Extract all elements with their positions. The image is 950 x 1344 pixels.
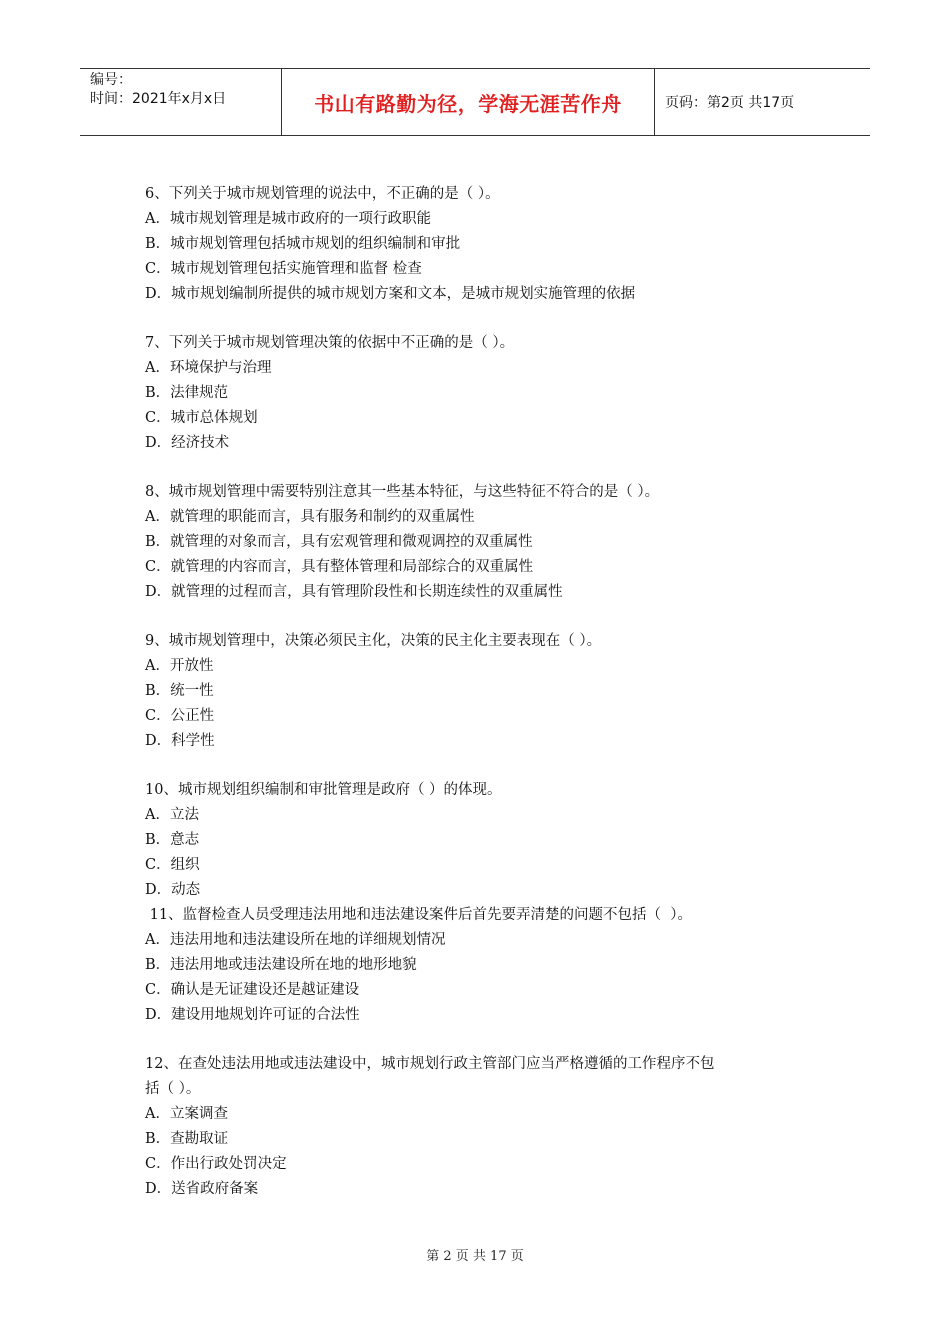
question-stem: 8、城市规划管理中需要特别注意其一些基本特征，与这些特征不符合的是（ ）。 <box>145 484 660 500</box>
page-header <box>80 68 870 136</box>
option-a: A．就管理的职能而言，具有服务和制约的双重属性 <box>145 509 475 525</box>
option-a: A．立案调查 <box>145 1106 228 1122</box>
question-6 <box>145 182 825 307</box>
question-stem: 9、城市规划管理中，决策必须民主化，决策的民主化主要表现在（ ）。 <box>145 633 602 649</box>
option-c: C．组织 <box>145 857 200 873</box>
option-a: A．立法 <box>145 807 199 823</box>
option-c: C．城市总体规划 <box>145 410 258 426</box>
option-c: C．确认是无证建设还是越证建设 <box>145 982 360 998</box>
option-c: C．公正性 <box>145 708 215 724</box>
option-c: C．城市规划管理包括实施管理和监督 检查 <box>145 261 422 277</box>
question-11 <box>145 903 825 1028</box>
question-12 <box>145 1052 825 1202</box>
header-motto: 书山有路勤为径，学海无涯苦作舟 <box>282 69 655 135</box>
option-b: B．统一性 <box>145 683 214 699</box>
option-a: A．违法用地和违法建设所在地的详细规划情况 <box>145 932 446 948</box>
question-stem-line2: 括（ ）。 <box>145 1081 201 1097</box>
option-d: D．动态 <box>145 882 201 898</box>
question-stem: 11、监督检查人员受理违法用地和违法建设案件后首先要弄清楚的问题不包括（ ）。 <box>145 907 693 923</box>
question-stem-line1: 12、在查处违法用地或违法建设中，城市规划行政主管部门应当严格遵循的工作程序不包 <box>145 1056 715 1072</box>
option-b: B．违法用地或违法建设所在地的地形地貌 <box>145 957 417 973</box>
option-a: A．城市规划管理是城市政府的一项行政职能 <box>145 211 431 227</box>
question-stem: 6、下列关于城市规划管理的说法中，不正确的是（ ）。 <box>145 186 500 202</box>
question-7 <box>145 331 825 456</box>
page-footer: 第 2 页 共 17 页 <box>426 1249 524 1264</box>
option-b: B．意志 <box>145 832 200 848</box>
option-d: D．城市规划编制所提供的城市规划方案和文本，是城市规划实施管理的依据 <box>145 286 636 302</box>
question-stem: 10、城市规划组织编制和审批管理是政府（ ）的体现。 <box>145 782 502 798</box>
option-b: B．法律规范 <box>145 385 229 401</box>
question-10 <box>145 778 825 903</box>
option-d: D．科学性 <box>145 733 215 749</box>
option-d: D．建设用地规划许可证的合法性 <box>145 1007 360 1023</box>
header-page-info: 页码：第2页 共17页 <box>665 95 795 111</box>
option-a: A．开放性 <box>145 658 214 674</box>
question-stem: 7、下列关于城市规划管理决策的依据中不正确的是（ ）。 <box>145 335 515 351</box>
document-number-label: 编号： <box>90 72 132 88</box>
header-meta <box>80 69 282 135</box>
option-d: D．送省政府备案 <box>145 1181 259 1197</box>
question-8 <box>145 480 825 605</box>
option-a: A．环境保护与治理 <box>145 360 272 376</box>
question-list <box>145 182 825 1226</box>
option-b: B．查勘取证 <box>145 1131 229 1147</box>
option-c: C．就管理的内容而言，具有整体管理和局部综合的双重属性 <box>145 559 534 575</box>
option-b: B．城市规划管理包括城市规划的组织编制和审批 <box>145 236 461 252</box>
question-9 <box>145 629 825 754</box>
option-d: D．经济技术 <box>145 435 230 451</box>
option-c: C．作出行政处罚决定 <box>145 1156 287 1172</box>
document-time-label: 时间：2021年x月x日 <box>90 91 227 107</box>
option-b: B．就管理的对象而言，具有宏观管理和微观调控的双重属性 <box>145 534 533 550</box>
option-d: D．就管理的过程而言，具有管理阶段性和长期连续性的双重属性 <box>145 584 563 600</box>
